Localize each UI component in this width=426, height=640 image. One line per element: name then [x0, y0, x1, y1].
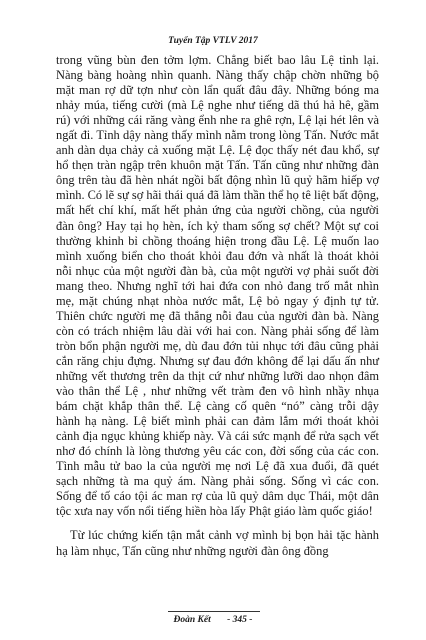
paragraph: Từ lúc chứng kiến tận mắt cảnh vợ mình bị bọn hải tặc hành hạ làm nhục, Tấn cũng như những người đàn ông đồng [56, 528, 379, 558]
footer-label: Đoàn Kết [173, 615, 211, 625]
body-text [56, 53, 379, 559]
page-footer [0, 615, 426, 625]
paragraph: trong vũng bùn đen tởm lợm. Chẳng biết bao lâu Lệ tỉnh lại. Nàng bàng hoàng nhìn quanh. Nàng thấy chập chờn những bộ mặt man rợ dữ tợn như còn lẩn quất đâu đây. Những bóng ma nhảy múa, tiếng cười (mà Lệ nghe như tiếng dã thú hả hê, gầm rú) với những cái răng vàng ểnh nhe ra ghê rợn, Lệ lại hét lên và ngất đi. Tỉnh dậy nàng thấy mình nằm trong lòng Tấn. Nước mắt anh dàn dụa chảy cả xuống mặt Lệ. Lệ đọc thấy nét đau khổ, sự hổ thẹn tràn ngập trên khuôn mặt Tấn. Tấn cũng như những đàn ông trên tàu đã hèn nhát ngồi bất động nhìn lũ quỷ hãm hiếp vợ mình. Có lẽ sự sợ hãi thái quá đã làm thần thể họ tê liệt bất động, mất hết chí khí, mất hết phản ứng của người chồng, của người đàn ông? Hay tại họ hèn, ích kỷ tham sống sợ chết? Một sự coi thường khinh bỉ chồng thoáng hiện trong đầu Lệ. Lệ muốn lao mình xuống biển cho thoát khỏi đau đớn và nhất là thoát khỏi nỗi nhục của một người đàn bà, của một người vợ phải suốt đời mang theo. Nhưng nghĩ tới hai đứa con nhỏ đang trố mắt nhìn mẹ, mặt chúng nhạt nhòa nước mắt, Lệ bỏ ngay ý định tự tử. Thiên chức người mẹ đã thắng nỗi đau của người đàn bà. Nàng còn có trách nhiệm lâu dài với hai con. Nàng phải sống để làm tròn bổn phận người mẹ, dù đau đớn tủi nhục tới đâu cũng phải cắn răng chịu đựng. Nhưng sự đau đớn không để lại dấu ấn như những vết thương trên da thịt cứ như những lưỡi dao nhọn đâm vào thân thể Lệ , như những vết tràm đen vô hình nhầy nhụa bám chặt khắp thân thể. Lệ càng cố quên “nó” càng trỗi dậy hành hạ nàng. Lệ biết mình phải can đảm lắm mới thoát khỏi cảnh địa ngục khủng khiếp này. Và cái sức mạnh để rửa sạch vết nhơ đó chính là lòng thương yêu các con, đời sống của các con. Tình mẫu tử bao la của người mẹ nơi Lệ đã xua đuổi, đã quét sạch những tà ma quỷ ám. Nàng phải sống. Sống vì các con. Sống để tố cáo tội ác man rợ của lũ quỷ dâm dục Thái, một dân tộc xưa nay vốn nổi tiếng hiền hòa lấy Phật giáo làm quốc giáo! [56, 53, 379, 519]
running-header: Tuyển Tập VTLV 2017 [168, 36, 258, 46]
footer-divider [168, 611, 260, 612]
page-number: - 345 - [227, 615, 253, 625]
